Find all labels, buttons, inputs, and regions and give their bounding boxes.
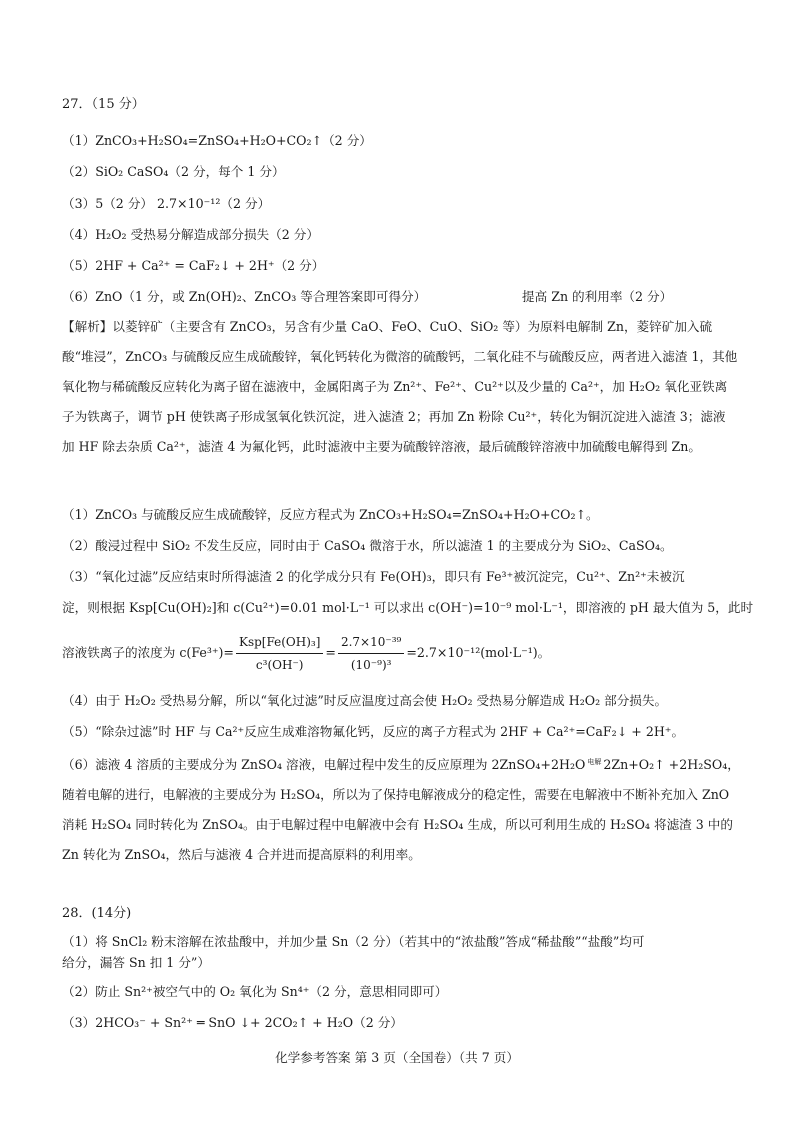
q28-answer-1-line2: 给分，漏答 Sn 扣 1 分”） (62, 955, 210, 970)
q28-title: 28．(14分) (62, 906, 132, 921)
fraction-ksp-numerator: Ksp[Fe(OH)₃] (236, 633, 323, 654)
q27-title: 27．（15 分） (62, 97, 145, 112)
q27-explain-5: （5）“除杂过滤”时 HF 与 Ca²⁺反应生成难溶物氟化钙，反应的离子方程式为 2HF + Ca²⁺=CaF₂↓ + 2H⁺。 (62, 724, 685, 739)
q27-answer-4: （4）H₂O₂ 受热易分解造成部分损失（2 分） (62, 227, 319, 242)
q27-explain-6-line1 (62, 756, 738, 776)
fraction-ksp-denominator: c³(OH⁻) (255, 657, 304, 672)
q27-answer-5: （5）2HF + Ca²⁺ = CaF₂↓ + 2H⁺（2 分） (62, 258, 325, 273)
formula-fraction-ksp (236, 633, 323, 674)
q27-explain-4: （4）由于 H₂O₂ 受热易分解，所以“氧化过滤”时反应温度过高会使 H₂O₂ 受热易分解造成 H₂O₂ 部分损失。 (62, 693, 668, 708)
q27-answer-6 (62, 288, 738, 306)
q27-answer-2: （2）SiO₂ CaSO₄（2 分，每个 1 分） (62, 164, 285, 179)
q27-explain-6-rest: 随着电解的进行，电解液的主要成分为 H₂SO₄，所以为了保持电解液成分的稳定性，需要在电解液中不断补充加入 ZnO 消耗 H₂SO₄ 同时转化为 ZnSO₄。由于电解过程中电解液中会有 H₂SO₄ 生成，所以可利用生成的 H₂SO₄ 将滤渣 3 中的 Zn 转化为 ZnSO₄，然后与滤液 4 合并进而提高原料的利用率。 (62, 787, 733, 862)
q27-answer-3: （3）5（2 分） 2.7×10⁻¹²（2 分） (62, 196, 271, 211)
formula-fraction-values (338, 633, 404, 674)
q27-analysis: 【解析】以菱锌矿（主要含有 ZnCO₃，另含有少量 CaO、FeO、CuO、SiO₂ 等）为原料电解制 Zn，菱锌矿加入硫酸“堆浸”，ZnCO₃ 与硫酸反应生成硫酸锌，氧化钙转化为微溶的硫酸钙，二氧化硅不与硫酸反应，两者进入滤渣 1，其他氧化物与稀硫酸反应转化为离子留在滤液中，金属阳离子为 Zn²⁺、Fe²⁺、Cu²⁺以及少量的 Ca²⁺，加 H₂O₂ 氧化亚铁离子为铁离子，调节 pH 使铁离子形成氢氧化铁沉淀，进入滤渣 2；再加 Zn 粉除 Cu²⁺，转化为铜沉淀进入滤渣 3；滤液加 HF 除去杂质 Ca²⁺，滤渣 4 为氟化钙，此时滤液中主要为硫酸锌溶液，最后硫酸锌溶液中加硫酸电解得到 Zn。 (62, 319, 738, 454)
electrolysis-condition: 电解 (587, 758, 602, 766)
q27-explain-2: （2）酸浸过程中 SiO₂ 不发生反应，同时由于 CaSO₄ 微溶于水，所以滤渣 1 的主要成分为 SiO₂、CaSO₄。 (62, 538, 673, 553)
page-footer: 化学参考答案 第 3 页（全国卷）（共 7 页） (275, 1050, 519, 1065)
fraction-values-denominator: (10⁻⁹)³ (350, 657, 392, 672)
explain-6-part-b: 2Zn+O₂↑ +2H₂SO₄， (603, 757, 740, 772)
fraction-values-numerator: 2.7×10⁻³⁹ (338, 633, 404, 654)
q28-answer-2: （2）防止 Sn²⁺被空气中的 O₂ 氧化为 Sn⁴⁺（2 分，意思相同即可） (62, 984, 448, 999)
q28-answer-3: （3）2HCO₃⁻ + Sn²⁺ ═ SnO ↓+ 2CO₂↑ + H₂O（2 分） (62, 1015, 403, 1030)
q27-answer-6-right: 提高 Zn 的利用率（2 分） (522, 289, 673, 304)
q27-answer-6-left: （6）ZnO（1 分，或 Zn(OH)₂、ZnCO₃ 等合理答案即可得分） (62, 289, 427, 304)
explain-6-part-a: （6）滤液 4 溶质的主要成分为 ZnSO₄ 溶液，电解过程中发生的反应原理为 2ZnSO₄+2H₂O (62, 757, 586, 772)
formula-result: =2.7×10⁻¹²(mol·L⁻¹)。 (406, 645, 551, 660)
q27-explain-3-formula: 溶液铁离子的浓度为 c(Fe³⁺)= $\frac{\text{Ksp[Fe(OH)₃]}}{\text{c³(OH⁻)}}$ = $\frac{\text{2.7×10⁻³⁹}}{\text{(10⁻⁹)³}}$ =2.7×10⁻¹²(mol·L⁻¹)。 (62, 634, 551, 672)
q27-explain-3-line1: （3）“氧化过滤”反应结束时所得滤渣 2 的化学成分只有 Fe(OH)₃，即只有 Fe³⁺被沉淀完，Cu²⁺、Zn²⁺未被沉 (62, 569, 685, 584)
q27-explain-3-line2: 淀，则根据 Ksp[Cu(OH)₂]和 c(Cu²⁺)=0.01 mol·L⁻¹ 可以求出 c(OH⁻)=10⁻⁹ mol·L⁻¹，即溶液的 pH 最大值为 5，此时 (62, 600, 754, 615)
q27-answer-1: （1）ZnCO₃+H₂SO₄=ZnSO₄+H₂O+CO₂↑（2 分） (62, 133, 372, 148)
q27-explain-1: （1）ZnCO₃ 与硫酸反应生成硫酸锌，反应方程式为 ZnCO₃+H₂SO₄=ZnSO₄+H₂O+CO₂↑。 (62, 507, 599, 522)
q28-answer-1-line1: （1）将 SnCl₂ 粉末溶解在浓盐酸中，并加少量 Sn（2 分）（若其中的“浓盐酸”答成“稀盐酸”“盐酸”均可 (62, 934, 645, 949)
formula-prefix: 溶液铁离子的浓度为 c(Fe³⁺)= (62, 645, 234, 660)
